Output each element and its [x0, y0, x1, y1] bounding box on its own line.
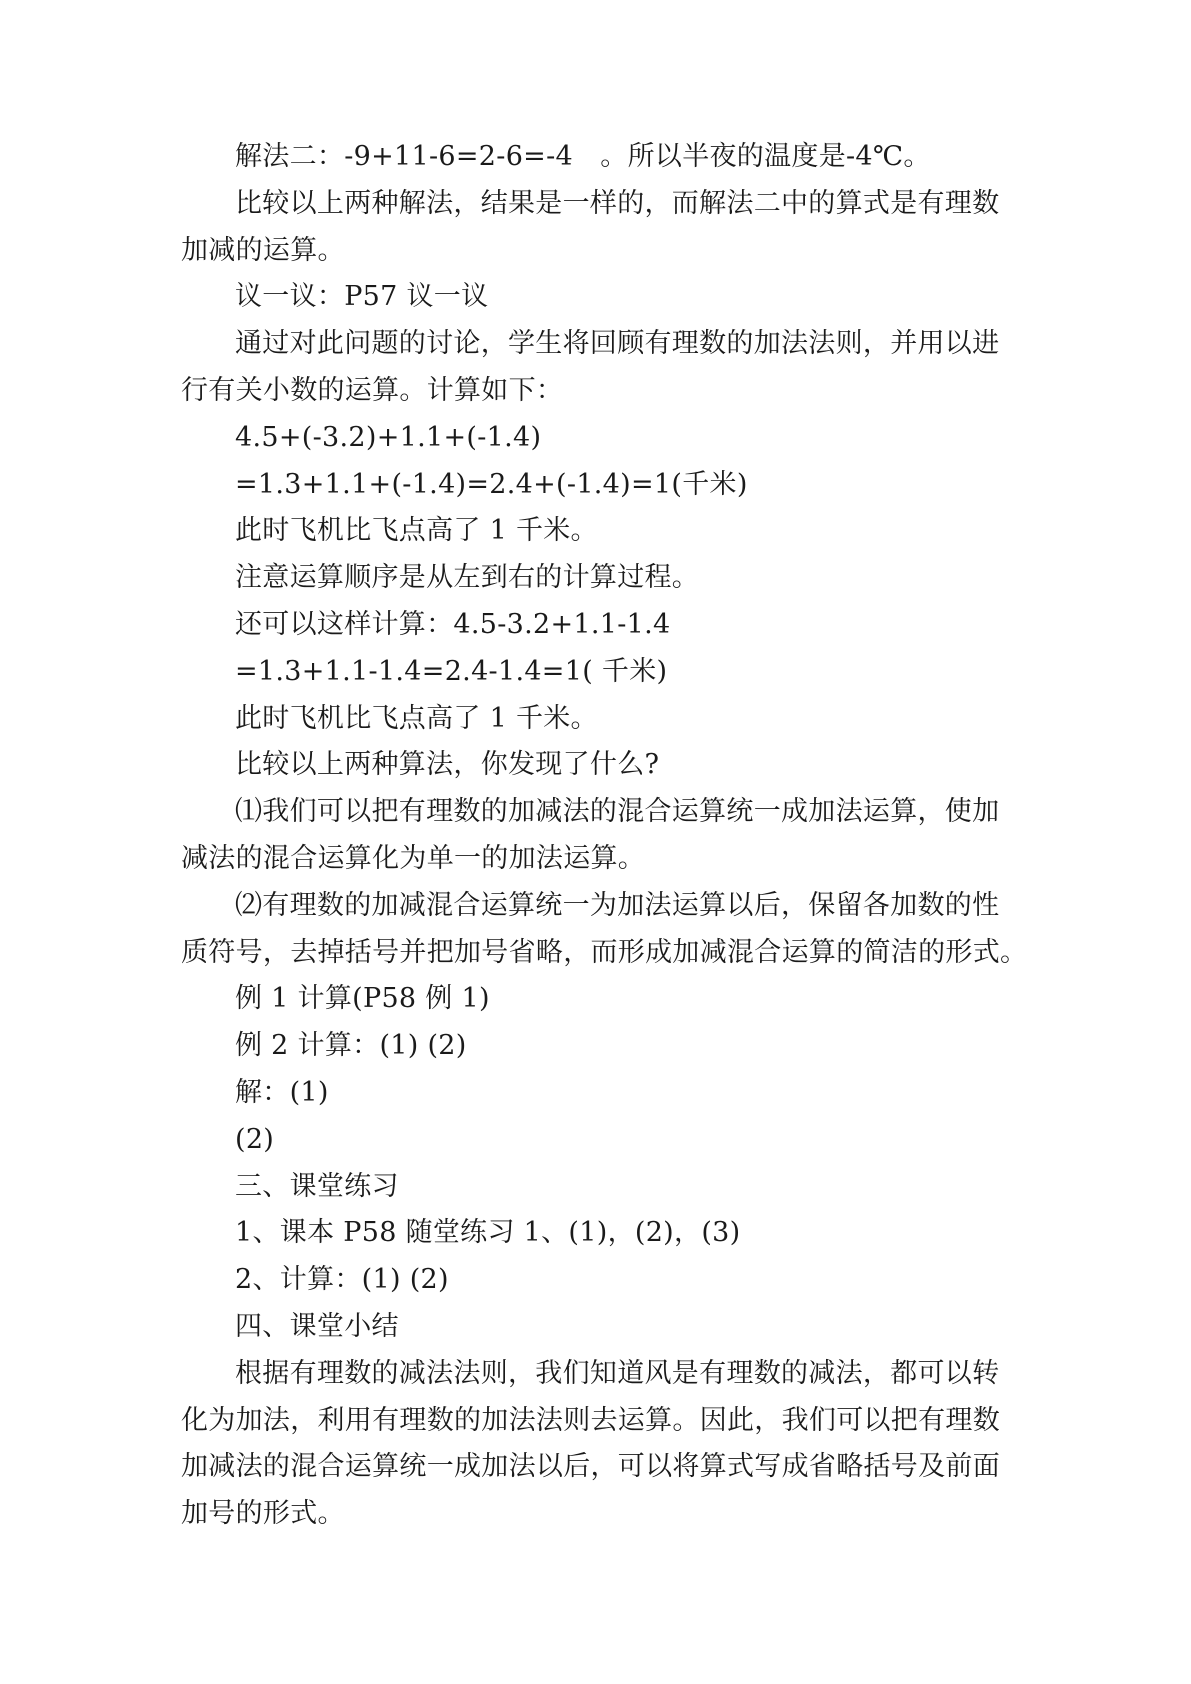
text-line: =1.3+1.1+(-1.4)=2.4+(-1.4)=1(千米) — [235, 468, 748, 500]
text-line: =1.3+1.1-1.4=2.4-1.4=1( 千米) — [235, 655, 668, 687]
section-heading: 四、课堂小结 — [235, 1310, 399, 1342]
text-line: 质符号，去掉括号并把加号省略，而形成加减混合运算的简洁的形式。 — [181, 936, 1028, 968]
text-line: 加减的运算。 — [181, 234, 345, 266]
text-line: 根据有理数的减法法则，我们知道风是有理数的减法，都可以转 — [235, 1357, 1000, 1389]
text-line: 议一议：P57 议一议 — [235, 281, 489, 313]
text-line: 减法的混合运算化为单一的加法运算。 — [181, 842, 646, 874]
section-heading: 三、课堂练习 — [235, 1170, 399, 1202]
text-line: 此时飞机比飞点高了 1 千米。 — [235, 702, 598, 734]
text-line: 2、计算：(1) (2) — [235, 1264, 449, 1296]
text-line: 4.5+(-3.2)+1.1+(-1.4) — [235, 421, 542, 453]
text-line: 注意运算顺序是从左到右的计算过程。 — [235, 562, 700, 594]
text-line: 比较以上两种算法，你发现了什么? — [235, 749, 660, 781]
text-line: 例 1 计算(P58 例 1) — [235, 983, 490, 1015]
text-line: ⑴我们可以把有理数的加减法的混合运算统一成加法运算，使加 — [235, 796, 1000, 828]
text-line: 化为加法，利用有理数的加法法则去运算。因此，我们可以把有理数 — [181, 1404, 1000, 1436]
text-line: 加减法的混合运算统一成加法以后，可以将算式写成省略括号及前面 — [181, 1451, 1000, 1483]
text-line: 解法二：-9+11-6=2-6=-4 。所以半夜的温度是-4℃。 — [235, 141, 931, 172]
text-line: 通过对此问题的讨论，学生将回顾有理数的加法法则，并用以进 — [235, 328, 1000, 360]
text-line: 此时飞机比飞点高了 1 千米。 — [235, 515, 598, 547]
document-body — [181, 134, 1028, 1538]
text-line: 行有关小数的运算。计算如下： — [181, 374, 564, 406]
text-line: 还可以这样计算：4.5-3.2+1.1-1.4 — [235, 608, 671, 640]
text-line: ⑵有理数的加减混合运算统一为加法运算以后，保留各加数的性 — [235, 889, 1000, 921]
text-line: (2) — [235, 1123, 275, 1155]
text-line: 解：(1) — [235, 1076, 329, 1108]
text-line: 例 2 计算：(1) (2) — [235, 1030, 467, 1062]
text-line: 1、课本 P58 随堂练习 1、(1)，(2)，(3) — [235, 1217, 741, 1249]
text-line: 加号的形式。 — [181, 1498, 345, 1530]
text-line: 比较以上两种解法，结果是一样的，而解法二中的算式是有理数 — [235, 187, 1000, 219]
